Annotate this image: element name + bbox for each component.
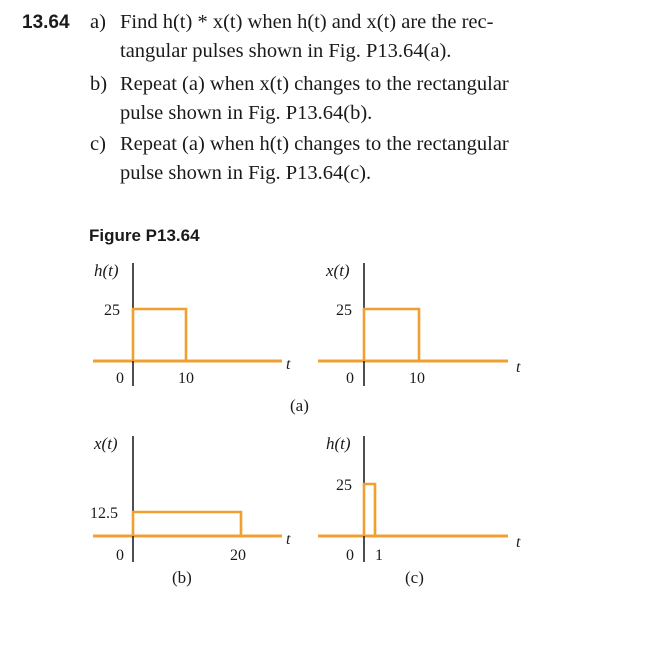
panel-c-h bbox=[318, 434, 521, 564]
part-text-line: Find h(t) * x(t) when h(t) and x(t) are the rec- bbox=[120, 11, 494, 33]
pulse bbox=[364, 484, 375, 536]
problem-number: 13.64 bbox=[22, 12, 70, 33]
t-label: t bbox=[286, 356, 291, 373]
figure-caption: Figure P13.64 bbox=[89, 226, 200, 245]
panel-a-h bbox=[93, 261, 291, 387]
y-label: h(t) bbox=[94, 261, 119, 280]
end-label: 20 bbox=[230, 547, 246, 564]
part-text-line: pulse shown in Fig. P13.64(b). bbox=[120, 102, 373, 124]
zero-label: 0 bbox=[116, 547, 124, 564]
pulse bbox=[364, 309, 419, 361]
subcaption-a: (a) bbox=[290, 396, 309, 415]
part-text-line: tangular pulses shown in Fig. P13.64(a). bbox=[120, 40, 452, 62]
part-label: b) bbox=[90, 73, 108, 95]
amplitude-label: 25 bbox=[336, 302, 352, 319]
zero-label: 0 bbox=[346, 547, 354, 564]
t-label: t bbox=[516, 359, 521, 376]
amplitude-label: 25 bbox=[104, 302, 120, 319]
end-label: 10 bbox=[409, 370, 425, 387]
part-label: c) bbox=[90, 133, 106, 155]
end-label: 1 bbox=[375, 547, 383, 564]
subcaption-c: (c) bbox=[405, 568, 424, 587]
zero-label: 0 bbox=[116, 370, 124, 387]
amplitude-label: 12.5 bbox=[90, 505, 118, 522]
pulse bbox=[133, 309, 186, 361]
t-label: t bbox=[286, 531, 291, 548]
end-label: 10 bbox=[178, 370, 194, 387]
panel-a-x bbox=[318, 261, 521, 387]
part-label: a) bbox=[90, 11, 106, 33]
y-label: x(t) bbox=[326, 261, 350, 280]
y-label: h(t) bbox=[326, 434, 351, 453]
amplitude-label: 25 bbox=[336, 477, 352, 494]
panel-b-x bbox=[90, 434, 291, 564]
part-text-line: Repeat (a) when x(t) changes to the rectangular bbox=[120, 73, 509, 95]
part-text-line: Repeat (a) when h(t) changes to the rectangular bbox=[120, 133, 509, 155]
pulse bbox=[133, 512, 241, 536]
part-text-line: pulse shown in Fig. P13.64(c). bbox=[120, 162, 372, 184]
subcaption-b: (b) bbox=[172, 568, 192, 587]
zero-label: 0 bbox=[346, 370, 354, 387]
y-label: x(t) bbox=[94, 434, 118, 453]
t-label: t bbox=[516, 534, 521, 551]
